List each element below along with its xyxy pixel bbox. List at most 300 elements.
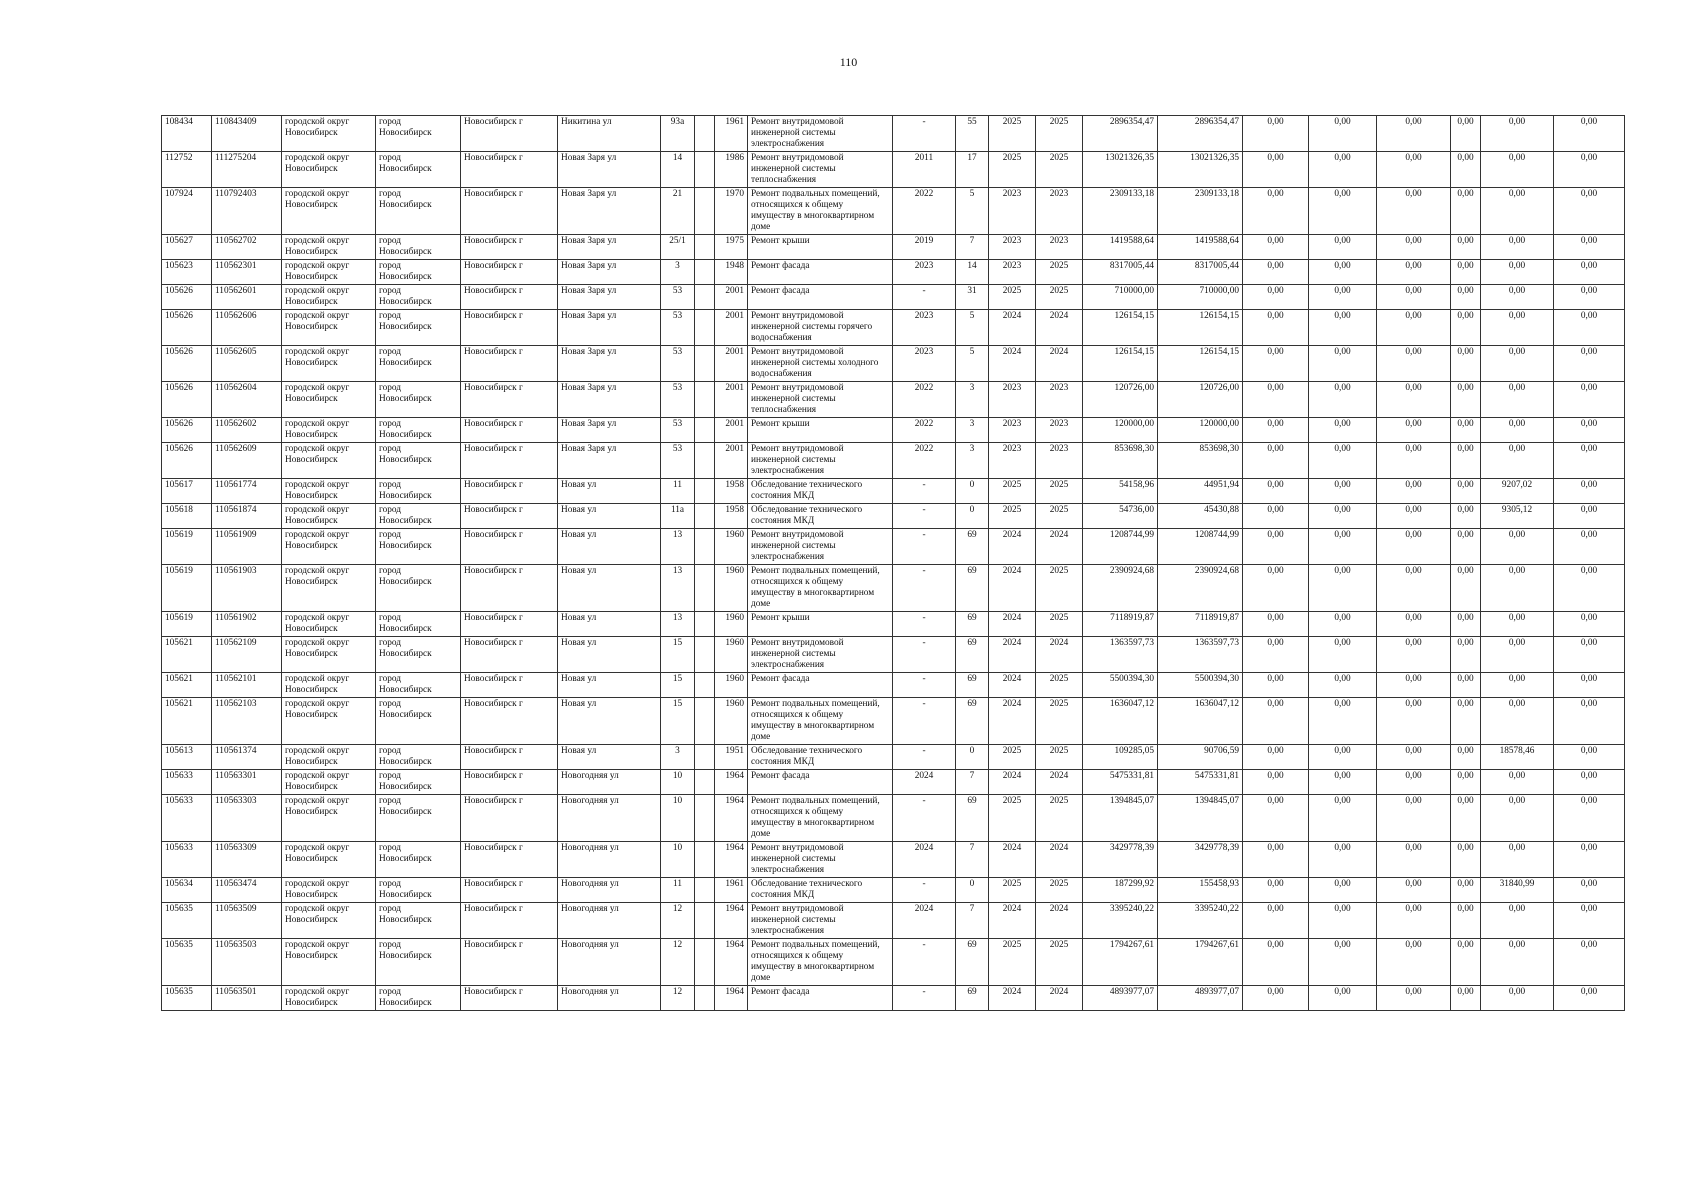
cell-municipal-district: городской округ Новосибирск — [282, 260, 376, 285]
cell-total-cost: 126154,15 — [1083, 310, 1158, 346]
cell-year-built: 1951 — [715, 745, 748, 770]
cell-building — [695, 795, 715, 842]
cell-work-id: 110562609 — [212, 443, 282, 479]
table-row — [162, 637, 1625, 673]
cell-locality: Новосибирск г — [461, 235, 558, 260]
cell-settlement: город Новосибирск — [376, 443, 461, 479]
cell-locality: Новосибирск г — [461, 188, 558, 235]
cell-other-funds: 0,00 — [1451, 986, 1481, 1011]
cell-extra-funds: 0,00 — [1554, 770, 1625, 795]
cell-total-cost: 2390924,68 — [1083, 565, 1158, 612]
cell-plan-end-year: 2025 — [1036, 745, 1083, 770]
cell-wear-percent: 14 — [956, 260, 989, 285]
cell-wear-percent: 69 — [956, 795, 989, 842]
cell-other-funds: 0,00 — [1451, 152, 1481, 188]
cell-street: Новогодняя ул — [558, 842, 661, 878]
cell-prev-repair-year: - — [893, 939, 956, 986]
cell-locality: Новосибирск г — [461, 152, 558, 188]
cell-owner-funds: 0,00 — [1481, 842, 1554, 878]
cell-prev-repair-year: - — [893, 673, 956, 698]
cell-prev-repair-year: 2024 — [893, 842, 956, 878]
cell-record-id: 105621 — [162, 637, 212, 673]
table-row — [162, 504, 1625, 529]
cell-municipal-district: городской округ Новосибирск — [282, 188, 376, 235]
cell-work-type: Ремонт внутридомовой инженерной системы электроснабжения — [748, 443, 893, 479]
cell-settlement: город Новосибирск — [376, 504, 461, 529]
cell-owner-funds: 0,00 — [1481, 443, 1554, 479]
cell-owner-funds: 0,00 — [1481, 565, 1554, 612]
cell-federal-funds: 0,00 — [1243, 116, 1309, 152]
cell-owner-funds: 0,00 — [1481, 346, 1554, 382]
cell-plan-start-year: 2023 — [989, 260, 1036, 285]
cell-locality: Новосибирск г — [461, 770, 558, 795]
cell-year-built: 1948 — [715, 260, 748, 285]
cell-locality: Новосибирск г — [461, 878, 558, 903]
cell-prev-repair-year: - — [893, 479, 956, 504]
cell-house-number: 13 — [661, 529, 695, 565]
cell-year-built: 1960 — [715, 698, 748, 745]
cell-municipal-district: городской округ Новосибирск — [282, 878, 376, 903]
cell-work-id: 110561874 — [212, 504, 282, 529]
cell-plan-start-year: 2025 — [989, 116, 1036, 152]
cell-extra-funds: 0,00 — [1554, 418, 1625, 443]
cell-prev-repair-year: 2011 — [893, 152, 956, 188]
cell-other-funds: 0,00 — [1451, 382, 1481, 418]
cell-building — [695, 770, 715, 795]
cell-house-number: 12 — [661, 903, 695, 939]
cell-owner-funds: 18578,46 — [1481, 745, 1554, 770]
cell-federal-funds: 0,00 — [1243, 612, 1309, 637]
cell-house-number: 13 — [661, 565, 695, 612]
cell-extra-funds: 0,00 — [1554, 285, 1625, 310]
cell-settlement: город Новосибирск — [376, 310, 461, 346]
cell-wear-percent: 5 — [956, 346, 989, 382]
cell-locality: Новосибирск г — [461, 260, 558, 285]
cell-work-type: Ремонт внутридомовой инженерной системы горячего водоснабжения — [748, 310, 893, 346]
table-row — [162, 612, 1625, 637]
cell-plan-end-year: 2025 — [1036, 698, 1083, 745]
cell-federal-funds: 0,00 — [1243, 504, 1309, 529]
cell-record-id: 105626 — [162, 382, 212, 418]
cell-street: Новогодняя ул — [558, 986, 661, 1011]
cell-settlement: город Новосибирск — [376, 418, 461, 443]
cell-federal-funds: 0,00 — [1243, 986, 1309, 1011]
cell-settlement: город Новосибирск — [376, 529, 461, 565]
cell-wear-percent: 17 — [956, 152, 989, 188]
cell-total-cost: 1394845,07 — [1083, 795, 1158, 842]
cell-owner-funds: 0,00 — [1481, 116, 1554, 152]
cell-other-funds: 0,00 — [1451, 878, 1481, 903]
cell-plan-start-year: 2023 — [989, 382, 1036, 418]
cell-federal-funds: 0,00 — [1243, 842, 1309, 878]
cell-street: Новая ул — [558, 504, 661, 529]
cell-year-built: 1960 — [715, 637, 748, 673]
cell-extra-funds: 0,00 — [1554, 188, 1625, 235]
cell-locality: Новосибирск г — [461, 285, 558, 310]
cell-owner-funds: 0,00 — [1481, 698, 1554, 745]
cell-other-funds: 0,00 — [1451, 504, 1481, 529]
cell-record-id: 105633 — [162, 795, 212, 842]
cell-settlement: город Новосибирск — [376, 903, 461, 939]
cell-year-built: 1960 — [715, 565, 748, 612]
cell-street: Новая Заря ул — [558, 310, 661, 346]
cell-building — [695, 285, 715, 310]
cell-locality: Новосибирск г — [461, 986, 558, 1011]
cell-total-cost: 7118919,87 — [1083, 612, 1158, 637]
cell-municipal-district: городской округ Новосибирск — [282, 285, 376, 310]
cell-work-id: 111275204 — [212, 152, 282, 188]
cell-house-number: 53 — [661, 382, 695, 418]
cell-other-funds: 0,00 — [1451, 565, 1481, 612]
cell-street: Новая Заря ул — [558, 346, 661, 382]
cell-house-number: 10 — [661, 795, 695, 842]
cell-local-funds: 0,00 — [1377, 188, 1451, 235]
cell-prev-repair-year: 2023 — [893, 310, 956, 346]
cell-federal-funds: 0,00 — [1243, 443, 1309, 479]
cell-house-number: 15 — [661, 637, 695, 673]
cell-street: Новая Заря ул — [558, 382, 661, 418]
cell-local-funds: 0,00 — [1377, 260, 1451, 285]
cell-other-funds: 0,00 — [1451, 235, 1481, 260]
cell-wear-percent: 0 — [956, 504, 989, 529]
cell-street: Новая Заря ул — [558, 260, 661, 285]
cell-street: Новогодняя ул — [558, 795, 661, 842]
cell-year-built: 1960 — [715, 612, 748, 637]
cell-other-funds: 0,00 — [1451, 529, 1481, 565]
cell-house-number: 11 — [661, 878, 695, 903]
cell-total-cost: 710000,00 — [1083, 285, 1158, 310]
cell-fund-cost: 2896354,47 — [1158, 116, 1243, 152]
cell-house-number: 12 — [661, 939, 695, 986]
cell-wear-percent: 31 — [956, 285, 989, 310]
cell-plan-end-year: 2025 — [1036, 612, 1083, 637]
cell-wear-percent: 69 — [956, 939, 989, 986]
cell-regional-funds: 0,00 — [1309, 698, 1377, 745]
cell-street: Новогодняя ул — [558, 939, 661, 986]
cell-house-number: 11 — [661, 479, 695, 504]
cell-record-id: 105618 — [162, 504, 212, 529]
cell-settlement: город Новосибирск — [376, 116, 461, 152]
cell-extra-funds: 0,00 — [1554, 346, 1625, 382]
table-row — [162, 698, 1625, 745]
cell-total-cost: 3395240,22 — [1083, 903, 1158, 939]
cell-prev-repair-year: - — [893, 504, 956, 529]
cell-federal-funds: 0,00 — [1243, 770, 1309, 795]
cell-building — [695, 504, 715, 529]
cell-fund-cost: 90706,59 — [1158, 745, 1243, 770]
table-row — [162, 842, 1625, 878]
cell-other-funds: 0,00 — [1451, 842, 1481, 878]
cell-street: Новогодняя ул — [558, 878, 661, 903]
cell-other-funds: 0,00 — [1451, 346, 1481, 382]
cell-prev-repair-year: - — [893, 116, 956, 152]
cell-fund-cost: 2309133,18 — [1158, 188, 1243, 235]
cell-local-funds: 0,00 — [1377, 116, 1451, 152]
cell-work-id: 110792403 — [212, 188, 282, 235]
cell-municipal-district: городской округ Новосибирск — [282, 986, 376, 1011]
cell-regional-funds: 0,00 — [1309, 637, 1377, 673]
cell-local-funds: 0,00 — [1377, 382, 1451, 418]
cell-regional-funds: 0,00 — [1309, 878, 1377, 903]
cell-record-id: 105633 — [162, 770, 212, 795]
cell-federal-funds: 0,00 — [1243, 285, 1309, 310]
cell-building — [695, 842, 715, 878]
cell-municipal-district: городской округ Новосибирск — [282, 418, 376, 443]
cell-year-built: 2001 — [715, 418, 748, 443]
cell-prev-repair-year: - — [893, 565, 956, 612]
cell-other-funds: 0,00 — [1451, 612, 1481, 637]
cell-year-built: 1961 — [715, 116, 748, 152]
cell-fund-cost: 8317005,44 — [1158, 260, 1243, 285]
cell-federal-funds: 0,00 — [1243, 673, 1309, 698]
cell-work-id: 110561909 — [212, 529, 282, 565]
cell-locality: Новосибирск г — [461, 504, 558, 529]
cell-work-type: Обследование технического состояния МКД — [748, 504, 893, 529]
cell-local-funds: 0,00 — [1377, 612, 1451, 637]
cell-plan-start-year: 2023 — [989, 443, 1036, 479]
cell-wear-percent: 3 — [956, 382, 989, 418]
cell-building — [695, 637, 715, 673]
cell-owner-funds: 0,00 — [1481, 235, 1554, 260]
cell-total-cost: 5475331,81 — [1083, 770, 1158, 795]
cell-fund-cost: 4893977,07 — [1158, 986, 1243, 1011]
cell-record-id: 105617 — [162, 479, 212, 504]
cell-house-number: 53 — [661, 310, 695, 346]
cell-wear-percent: 69 — [956, 529, 989, 565]
cell-total-cost: 54158,96 — [1083, 479, 1158, 504]
cell-municipal-district: городской округ Новосибирск — [282, 698, 376, 745]
cell-local-funds: 0,00 — [1377, 504, 1451, 529]
cell-work-id: 110563303 — [212, 795, 282, 842]
cell-total-cost: 2896354,47 — [1083, 116, 1158, 152]
cell-plan-end-year: 2025 — [1036, 260, 1083, 285]
cell-other-funds: 0,00 — [1451, 116, 1481, 152]
cell-house-number: 53 — [661, 418, 695, 443]
cell-local-funds: 0,00 — [1377, 770, 1451, 795]
cell-settlement: город Новосибирск — [376, 260, 461, 285]
cell-record-id: 105619 — [162, 612, 212, 637]
cell-locality: Новосибирск г — [461, 346, 558, 382]
cell-local-funds: 0,00 — [1377, 479, 1451, 504]
cell-federal-funds: 0,00 — [1243, 188, 1309, 235]
cell-work-id: 110563474 — [212, 878, 282, 903]
cell-federal-funds: 0,00 — [1243, 310, 1309, 346]
cell-plan-start-year: 2024 — [989, 310, 1036, 346]
cell-year-built: 2001 — [715, 443, 748, 479]
cell-regional-funds: 0,00 — [1309, 673, 1377, 698]
cell-settlement: город Новосибирск — [376, 842, 461, 878]
cell-municipal-district: городской округ Новосибирск — [282, 310, 376, 346]
cell-work-id: 110562604 — [212, 382, 282, 418]
cell-plan-start-year: 2025 — [989, 795, 1036, 842]
cell-wear-percent: 69 — [956, 637, 989, 673]
cell-fund-cost: 1208744,99 — [1158, 529, 1243, 565]
cell-year-built: 1970 — [715, 188, 748, 235]
cell-work-id: 110843409 — [212, 116, 282, 152]
cell-other-funds: 0,00 — [1451, 903, 1481, 939]
cell-year-built: 2001 — [715, 285, 748, 310]
cell-building — [695, 986, 715, 1011]
table-row — [162, 673, 1625, 698]
cell-federal-funds: 0,00 — [1243, 795, 1309, 842]
cell-settlement: город Новосибирск — [376, 673, 461, 698]
cell-federal-funds: 0,00 — [1243, 637, 1309, 673]
cell-record-id: 105634 — [162, 878, 212, 903]
cell-other-funds: 0,00 — [1451, 673, 1481, 698]
cell-street: Новая ул — [558, 673, 661, 698]
cell-plan-end-year: 2024 — [1036, 903, 1083, 939]
cell-municipal-district: городской округ Новосибирск — [282, 612, 376, 637]
cell-local-funds: 0,00 — [1377, 878, 1451, 903]
cell-work-id: 110562103 — [212, 698, 282, 745]
cell-prev-repair-year: - — [893, 529, 956, 565]
cell-record-id: 105635 — [162, 939, 212, 986]
cell-locality: Новосибирск г — [461, 745, 558, 770]
table-row — [162, 529, 1625, 565]
cell-building — [695, 565, 715, 612]
cell-regional-funds: 0,00 — [1309, 565, 1377, 612]
cell-local-funds: 0,00 — [1377, 903, 1451, 939]
cell-fund-cost: 1394845,07 — [1158, 795, 1243, 842]
cell-wear-percent: 3 — [956, 418, 989, 443]
cell-work-id: 110562606 — [212, 310, 282, 346]
cell-locality: Новосибирск г — [461, 637, 558, 673]
cell-building — [695, 116, 715, 152]
cell-local-funds: 0,00 — [1377, 235, 1451, 260]
cell-fund-cost: 45430,88 — [1158, 504, 1243, 529]
cell-other-funds: 0,00 — [1451, 443, 1481, 479]
cell-building — [695, 152, 715, 188]
cell-work-type: Ремонт фасада — [748, 986, 893, 1011]
cell-house-number: 93а — [661, 116, 695, 152]
cell-federal-funds: 0,00 — [1243, 382, 1309, 418]
cell-plan-end-year: 2025 — [1036, 479, 1083, 504]
cell-extra-funds: 0,00 — [1554, 986, 1625, 1011]
cell-municipal-district: городской округ Новосибирск — [282, 795, 376, 842]
cell-extra-funds: 0,00 — [1554, 612, 1625, 637]
table-body — [162, 116, 1625, 1011]
cell-locality: Новосибирск г — [461, 479, 558, 504]
cell-federal-funds: 0,00 — [1243, 260, 1309, 285]
cell-wear-percent: 3 — [956, 443, 989, 479]
cell-extra-funds: 0,00 — [1554, 903, 1625, 939]
cell-other-funds: 0,00 — [1451, 188, 1481, 235]
cell-regional-funds: 0,00 — [1309, 795, 1377, 842]
table-row — [162, 443, 1625, 479]
cell-total-cost: 3429778,39 — [1083, 842, 1158, 878]
cell-year-built: 1964 — [715, 795, 748, 842]
cell-other-funds: 0,00 — [1451, 939, 1481, 986]
cell-total-cost: 54736,00 — [1083, 504, 1158, 529]
cell-wear-percent: 69 — [956, 673, 989, 698]
cell-work-type: Ремонт внутридомовой инженерной системы холодного водоснабжения — [748, 346, 893, 382]
cell-extra-funds: 0,00 — [1554, 698, 1625, 745]
cell-prev-repair-year: 2022 — [893, 382, 956, 418]
cell-plan-end-year: 2025 — [1036, 673, 1083, 698]
cell-work-id: 110561774 — [212, 479, 282, 504]
cell-total-cost: 1636047,12 — [1083, 698, 1158, 745]
cell-regional-funds: 0,00 — [1309, 285, 1377, 310]
cell-street: Новая Заря ул — [558, 235, 661, 260]
cell-work-id: 110563509 — [212, 903, 282, 939]
cell-record-id: 105613 — [162, 745, 212, 770]
cell-regional-funds: 0,00 — [1309, 152, 1377, 188]
cell-settlement: город Новосибирск — [376, 745, 461, 770]
cell-local-funds: 0,00 — [1377, 698, 1451, 745]
cell-record-id: 105619 — [162, 565, 212, 612]
table-row — [162, 418, 1625, 443]
cell-prev-repair-year: - — [893, 745, 956, 770]
cell-local-funds: 0,00 — [1377, 529, 1451, 565]
table-row — [162, 235, 1625, 260]
cell-total-cost: 1208744,99 — [1083, 529, 1158, 565]
page-number: 110 — [839, 55, 858, 69]
cell-prev-repair-year: 2022 — [893, 443, 956, 479]
cell-owner-funds: 0,00 — [1481, 152, 1554, 188]
cell-record-id: 105626 — [162, 310, 212, 346]
cell-locality: Новосибирск г — [461, 698, 558, 745]
cell-plan-start-year: 2024 — [989, 903, 1036, 939]
cell-total-cost: 1363597,73 — [1083, 637, 1158, 673]
cell-total-cost: 853698,30 — [1083, 443, 1158, 479]
cell-prev-repair-year: - — [893, 698, 956, 745]
cell-fund-cost: 126154,15 — [1158, 310, 1243, 346]
cell-extra-funds: 0,00 — [1554, 116, 1625, 152]
cell-work-id: 110563503 — [212, 939, 282, 986]
cell-local-funds: 0,00 — [1377, 745, 1451, 770]
cell-building — [695, 673, 715, 698]
cell-street: Новогодняя ул — [558, 770, 661, 795]
cell-total-cost: 109285,05 — [1083, 745, 1158, 770]
cell-wear-percent: 7 — [956, 903, 989, 939]
cell-locality: Новосибирск г — [461, 310, 558, 346]
cell-regional-funds: 0,00 — [1309, 188, 1377, 235]
cell-owner-funds: 0,00 — [1481, 418, 1554, 443]
table-row — [162, 565, 1625, 612]
cell-extra-funds: 0,00 — [1554, 529, 1625, 565]
cell-building — [695, 382, 715, 418]
cell-regional-funds: 0,00 — [1309, 939, 1377, 986]
cell-settlement: город Новосибирск — [376, 152, 461, 188]
cell-locality: Новосибирск г — [461, 443, 558, 479]
cell-regional-funds: 0,00 — [1309, 116, 1377, 152]
cell-house-number: 53 — [661, 285, 695, 310]
cell-street: Новая Заря ул — [558, 152, 661, 188]
cell-wear-percent: 7 — [956, 842, 989, 878]
cell-record-id: 105626 — [162, 346, 212, 382]
cell-plan-start-year: 2024 — [989, 346, 1036, 382]
cell-settlement: город Новосибирск — [376, 698, 461, 745]
table-row — [162, 795, 1625, 842]
cell-federal-funds: 0,00 — [1243, 152, 1309, 188]
cell-street: Новая Заря ул — [558, 285, 661, 310]
cell-work-id: 110561902 — [212, 612, 282, 637]
cell-local-funds: 0,00 — [1377, 795, 1451, 842]
cell-other-funds: 0,00 — [1451, 745, 1481, 770]
cell-prev-repair-year: - — [893, 795, 956, 842]
cell-street: Новая ул — [558, 479, 661, 504]
cell-record-id: 105635 — [162, 903, 212, 939]
cell-locality: Новосибирск г — [461, 612, 558, 637]
table-row — [162, 310, 1625, 346]
cell-plan-end-year: 2023 — [1036, 188, 1083, 235]
cell-fund-cost: 1794267,61 — [1158, 939, 1243, 986]
cell-work-id: 110562301 — [212, 260, 282, 285]
cell-year-built: 1964 — [715, 770, 748, 795]
cell-owner-funds: 0,00 — [1481, 770, 1554, 795]
cell-record-id: 112752 — [162, 152, 212, 188]
cell-settlement: город Новосибирск — [376, 770, 461, 795]
